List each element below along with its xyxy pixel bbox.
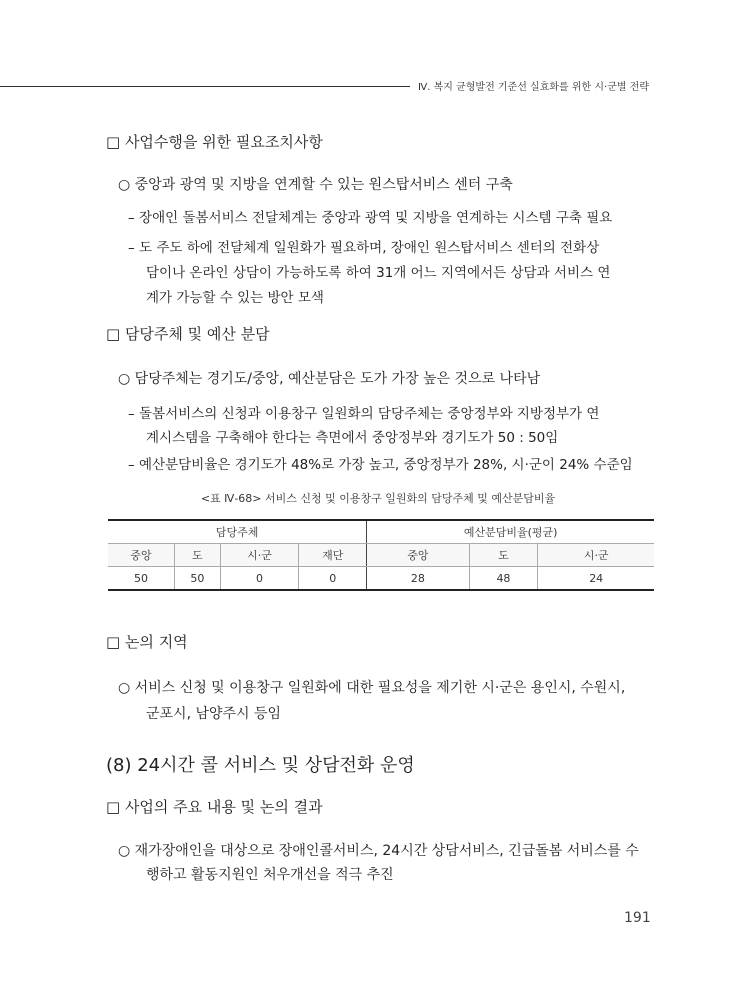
table-cell: 48 (469, 567, 538, 591)
bullet-regions-l1: ○ 서비스 신청 및 이용창구 일원화에 대한 필요성을 제기한 시·군은 용인시, 수원시, (118, 680, 626, 696)
page-number: 191 (624, 910, 651, 926)
section-title-regions: □ 논의 지역 (106, 633, 188, 651)
bullet-responsibility: ○ 담당주체는 경기도/중앙, 예산분담은 도가 가장 높은 것으로 나타남 (118, 371, 541, 387)
bullet-in-home-disabled-l1: ○ 재가장애인을 대상으로 장애인콜서비스, 24시간 상담서비스, 긴급돌봄 서비스를 수 (118, 843, 639, 859)
section-heading-24h-call: (8) 24시간 콜 서비스 및 상담전화 운영 (106, 755, 415, 776)
table-col-header: 시·군 (220, 544, 299, 567)
table-col-header: 중앙 (108, 544, 174, 567)
dash-item-unification-l3: 계가 가능할 수 있는 방안 모색 (146, 290, 324, 306)
budget-table (108, 519, 654, 591)
section-title-main-content: □ 사업의 주요 내용 및 논의 결과 (106, 798, 323, 816)
table-col-header: 재단 (299, 544, 367, 567)
table-col-header: 시·군 (538, 544, 654, 567)
table-caption: <표 Ⅳ-68> 서비스 신청 및 이용창구 일원화의 담당주체 및 예산분담비율 (200, 492, 556, 505)
table-cell: 0 (220, 567, 299, 591)
bullet-regions-l2: 군포시, 남양주시 등임 (146, 706, 282, 722)
table-cell: 50 (108, 567, 174, 591)
table-cell: 28 (367, 567, 469, 591)
dash-item-central-local-l1: – 돌봄서비스의 신청과 이용창구 일원화의 담당주체는 중앙정부와 지방정부가 연 (128, 406, 600, 422)
dash-item-unification-l2: 담이나 온라인 상담이 가능하도록 하여 31개 어느 지역에서든 상담과 서비스 연 (146, 265, 611, 281)
table-cell: 24 (538, 567, 654, 591)
dash-item-delivery-system: – 장애인 돌봄서비스 전달체계는 중앙과 광역 및 지방을 연계하는 시스템 구축 필요 (128, 210, 613, 226)
table-col-header: 도 (469, 544, 538, 567)
dash-item-central-local-l2: 계시스템을 구축해야 한다는 측면에서 중앙정부와 경기도가 50 : 50임 (146, 430, 559, 446)
table-col-header: 도 (174, 544, 220, 567)
running-header: Ⅳ. 복지 균형발전 기준선 실효화를 위한 시·군별 전략 (418, 82, 650, 93)
table-group-header-budget: 예산분담비율(평균) (367, 520, 654, 544)
bullet-one-stop-center: ○ 중앙과 광역 및 지방을 연계할 수 있는 원스탑서비스 센터 구축 (118, 177, 513, 193)
table-col-header: 중앙 (367, 544, 469, 567)
header-rule (0, 86, 410, 87)
bullet-in-home-disabled-l2: 행하고 활동지원인 처우개선을 적극 추진 (146, 867, 394, 883)
section-title-required-actions: □ 사업수행을 위한 필요조치사항 (106, 133, 323, 151)
table-cell: 50 (174, 567, 220, 591)
section-title-responsibility-budget: □ 담당주체 및 예산 분담 (106, 325, 270, 343)
table-group-header-responsibility: 담당주체 (108, 520, 367, 544)
dash-item-budget-ratio: – 예산분담비율은 경기도가 48%로 가장 높고, 중앙정부가 28%, 시·군이 24% 수준임 (128, 457, 633, 473)
table-cell: 0 (299, 567, 367, 591)
dash-item-unification-l1: – 도 주도 하에 전달체계 일원화가 필요하며, 장애인 원스탑서비스 센터의 전화상 (128, 240, 600, 256)
